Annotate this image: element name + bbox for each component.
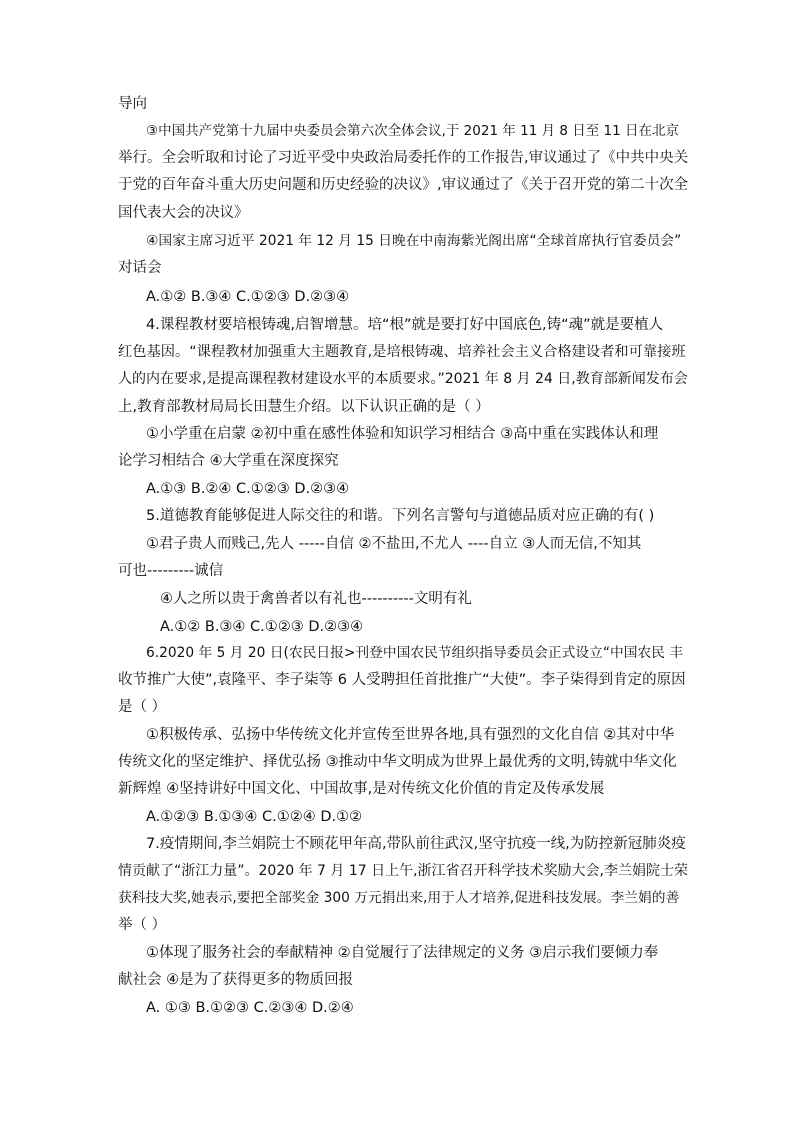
text-line: 对话会	[118, 260, 162, 276]
text-line: 举行。全会听取和讨论了习近平受中央政治局委托作的工作报告,审议通过了《中共中央关	[118, 150, 689, 166]
text-line: 于党的百年奋斗重大历史问题和历史经验的决议》,审议通过了《关于召开党的第二十次全	[118, 177, 689, 193]
text-line: 是（ ）	[118, 699, 167, 715]
text-line: ③中国共产党第十九届中央委员会第六次全体会议,于 2021 年 11 月 8 日至 11 日在北京	[146, 123, 680, 139]
text-line: 情贡献了“浙江力量”。2020 年 7 月 17 日上午,浙江省召开科学技术奖励大会,李兰娟院士荣	[118, 863, 689, 879]
text-line: 举（ ）	[118, 917, 167, 933]
text-line: 收节推广大使”,袁隆平、李子柒等 6 人受聘担任首批推广“大使”。李子柒得到肯定的原因	[118, 672, 686, 688]
text-line: 可也---------诚信	[118, 563, 224, 579]
text-line: ①君子贵人而贱己,先人 -----自信 ②不盐田,不尤人 ----自立 ③人而无信,不知其	[146, 536, 642, 552]
question-7-stem: 7.疫情期间,李兰娟院士不顾花甲年高,带队前往武汉,坚守抗疫一线,为防控新冠肺炎疫	[146, 836, 686, 852]
answer-options: A.①②③ B.①③④ C.①②④ D.①②	[146, 809, 363, 825]
text-line: 红色基因。“课程教材加强重大主题教育,是培根铸魂、培养社会主义合格建设者和可靠接班	[118, 344, 686, 360]
text-line: 新辉煌 ④坚持讲好中国文化、中国故事,是对传统文化价值的肯定及传承发展	[118, 781, 605, 797]
answer-options: A.①② B.③④ C.①②③ D.②③④	[146, 289, 350, 305]
text-line: ①体现了服务社会的奉献精神 ②自觉履行了法律规定的义务 ③启示我们要倾力奉	[146, 945, 659, 961]
text-line: ④人之所以贵于禽兽者以有礼也----------文明有礼	[160, 591, 472, 607]
text-line: 人的内在要求,是提高课程教材建设水平的本质要求。”2021 年 8 月 24 日,教育部新闻发布会	[118, 371, 688, 387]
text-line: 论学习相结合 ④大学重在深度探究	[118, 453, 339, 469]
text-line: ④国家主席习近平 2021 年 12 月 15 日晚在中南海紫光阁出席“全球首席执行官委员会”	[146, 233, 682, 249]
answer-options: A. ①③ B.①②③ C.②③④ D.②④	[146, 1000, 354, 1016]
text-line: 获科技大奖,她表示,要把全部奖金 300 万元捐出来,用于人才培养,促进科技发展。李兰娟的善	[118, 890, 680, 906]
text-line: 传统文化的坚定维护、择优弘扬 ③推动中华文明成为世界上最优秀的文明,铸就中华文化	[118, 754, 677, 770]
question-6-stem: 6.2020 年 5 月 20 日(农民日报>刊登中国农民节组织指导委员会正式设立“中国农民 丰	[146, 645, 684, 661]
question-4-stem: 4.课程教材要培根铸魂,启智增慧。培“根”就是要打好中国底色,铸“魂”就是要植人	[146, 317, 664, 333]
answer-options: A.①③ B.②④ C.①②③ D.②③④	[146, 481, 350, 497]
text-line: ①积极传承、弘扬中华传统文化并宣传至世界各地,具有强烈的文化自信 ②其对中华	[146, 727, 675, 743]
text-line: 献社会 ④是为了获得更多的物质回报	[118, 972, 354, 988]
answer-options: A.①② B.③④ C.①②③ D.②③④	[160, 619, 364, 635]
text-line: 国代表大会的决议》	[118, 205, 249, 221]
text-line: 上,教育部教材局局长田慧生介绍。以下认识正确的是（ ）	[118, 399, 490, 415]
text-line: ①小学重在启蒙 ②初中重在感性体验和知识学习相结合 ③高中重在实践体认和理	[146, 426, 659, 442]
question-5-stem: 5.道德教育能够促进人际交往的和谐。下列名言警句与道德品质对应正确的有( )	[146, 508, 655, 524]
text-line: 导向	[118, 96, 147, 112]
